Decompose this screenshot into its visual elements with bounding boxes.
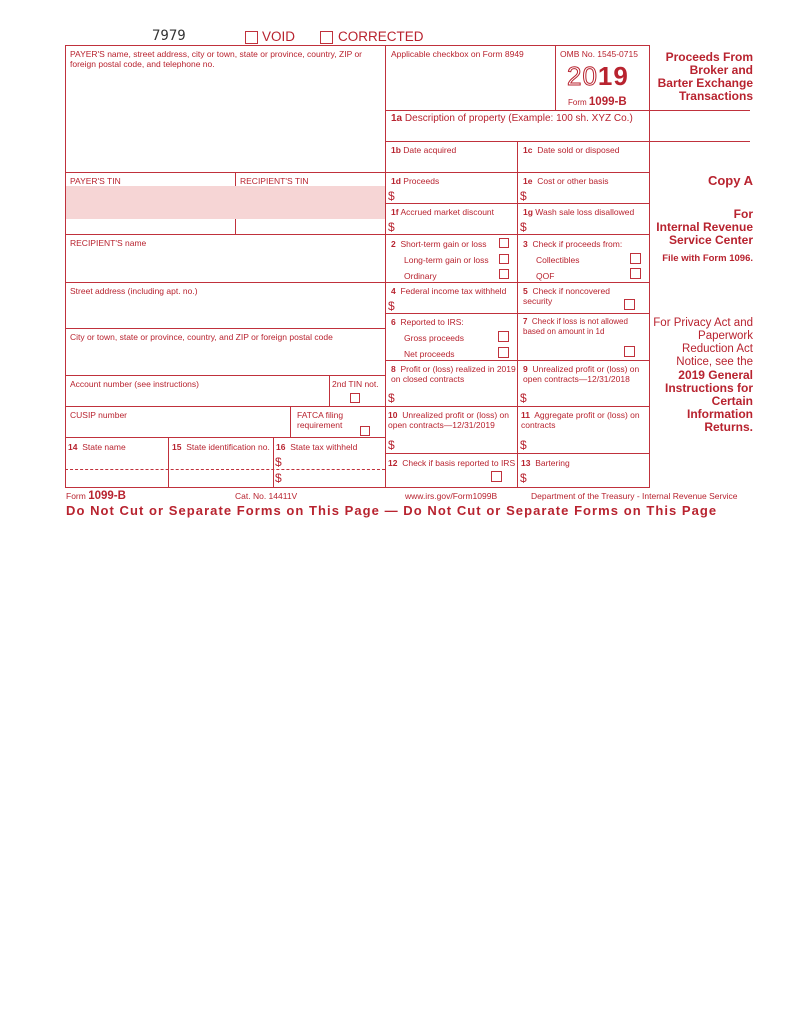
year-prefix: 20 <box>567 61 598 91</box>
box-3: 3 Check if proceeds from: <box>523 239 623 249</box>
irs-center: Internal Revenue Service Center <box>656 220 753 247</box>
footer-form-name: Form 1099-B <box>66 490 126 502</box>
box-7: 7 Check if loss is not allowed based on amount in 1d <box>523 317 628 336</box>
control-number: 7979 <box>152 28 186 44</box>
dollar-8: $ <box>388 391 395 405</box>
recipient-tin-field[interactable]: RECIPIENT'S TIN <box>240 176 309 186</box>
dollar-9: $ <box>520 391 527 405</box>
dollar-13: $ <box>520 471 527 485</box>
copy-label: Copy A <box>707 173 753 188</box>
box-8[interactable]: 8 Profit or (loss) realized in 2019 on closed contracts <box>391 364 516 384</box>
year-suffix: 19 <box>597 61 629 91</box>
box-5: 5 Check if noncovered security <box>523 286 610 306</box>
box-11[interactable]: 11 Aggregate profit or (loss) on contracts <box>521 410 640 430</box>
privacy-notice: For Privacy Act and Paperwork Reduction Act Notice, see the <box>653 317 753 368</box>
dept-treasury: Department of the Treasury - Internal Revenue Service <box>531 491 738 501</box>
payer-info-field[interactable]: PAYER'S name, street address, city or town, state or province, country, ZIP or foreign postal code, and telephone no. <box>70 49 363 69</box>
gross-proceeds-checkbox[interactable] <box>498 331 509 342</box>
cusip-field[interactable]: CUSIP number <box>70 410 128 420</box>
box-6-gross: Gross proceeds <box>404 333 464 343</box>
dollar-4: $ <box>388 299 395 313</box>
void-label: VOID <box>262 29 296 44</box>
long-term-checkbox[interactable] <box>499 254 509 264</box>
general-instructions: 2019 General Instructions for Certain Information Returns. <box>664 368 753 434</box>
file-with: File with Form 1096. <box>662 253 753 264</box>
city-field[interactable]: City or town, state or province, country, and ZIP or foreign postal code <box>70 332 333 342</box>
dollar-1f: $ <box>388 220 395 234</box>
qof-checkbox[interactable] <box>630 268 641 279</box>
short-term-checkbox[interactable] <box>499 238 509 248</box>
do-not-cut-banner: Do Not Cut or Separate Forms on This Page — Do Not Cut or Separate Forms on This Page <box>66 503 718 518</box>
noncovered-checkbox[interactable] <box>624 299 635 310</box>
box-2-ordinary: Ordinary <box>404 271 437 281</box>
box-6: 6 Reported to IRS: <box>391 317 464 327</box>
dollar-16b: $ <box>275 471 282 485</box>
box-2-long-term: Long-term gain or loss <box>404 255 489 265</box>
dollar-10: $ <box>388 438 395 452</box>
box-2-short-term: 2 Short-term gain or loss <box>391 239 487 249</box>
second-tin-checkbox[interactable] <box>350 393 360 403</box>
dollar-1d: $ <box>388 189 395 203</box>
omb-number: OMB No. 1545-0715 <box>560 49 638 59</box>
box-10[interactable]: 10 Unrealized profit or (loss) on open contracts—12/31/2019 <box>388 410 509 430</box>
box-1f[interactable]: 1f Accrued market discount <box>391 207 495 217</box>
dollar-11: $ <box>520 438 527 452</box>
form-8949-field[interactable]: Applicable checkbox on Form 8949 <box>391 49 524 59</box>
box-1e[interactable]: 1e Cost or other basis <box>523 176 609 186</box>
box-3-qof: QOF <box>536 271 555 281</box>
box-16-state-tax[interactable]: 16 State tax withheld <box>276 442 358 452</box>
box-4[interactable]: 4 Federal income tax withheld <box>391 286 507 296</box>
box-15-state-id[interactable]: 15 State identification no. <box>172 442 270 452</box>
cat-number: Cat. No. 14411V <box>235 491 298 501</box>
second-tin-label: 2nd TIN not. <box>332 379 379 389</box>
recipient-name-field[interactable]: RECIPIENT'S name <box>70 238 147 248</box>
street-address-field[interactable]: Street address (including apt. no.) <box>70 286 198 296</box>
box-1g[interactable]: 1g Wash sale loss disallowed <box>523 207 635 217</box>
box-1a[interactable]: 1a Description of property (Example: 100 sh. XYZ Co.) <box>391 113 633 124</box>
box-12: 12 Check if basis reported to IRS <box>388 458 516 468</box>
box-1b[interactable]: 1b Date acquired <box>391 145 457 155</box>
for-label: For <box>733 207 753 221</box>
box-9[interactable]: 9 Unrealized profit or (loss) on open contracts—12/31/2018 <box>523 364 640 384</box>
payer-tin-field[interactable]: PAYER'S TIN <box>70 176 121 186</box>
form-name-top: Form 1099-B <box>568 96 627 108</box>
dollar-1e: $ <box>520 189 527 203</box>
payer-tin-shade <box>66 186 385 219</box>
collectibles-checkbox[interactable] <box>630 253 641 264</box>
fatca-checkbox[interactable] <box>360 426 370 436</box>
corrected-checkbox[interactable] <box>320 31 333 44</box>
dollar-16a: $ <box>275 455 282 469</box>
box-3-collectibles: Collectibles <box>536 255 580 265</box>
box-1c[interactable]: 1c Date sold or disposed <box>523 145 620 155</box>
box-6-net: Net proceeds <box>404 349 455 359</box>
void-checkbox[interactable] <box>245 31 258 44</box>
ordinary-checkbox[interactable] <box>499 269 509 279</box>
dollar-1g: $ <box>520 220 527 234</box>
fatca-label: FATCA filing requirement <box>297 410 344 430</box>
account-number-field[interactable]: Account number (see instructions) <box>70 379 199 389</box>
box-13[interactable]: 13 Bartering <box>521 458 570 468</box>
box-1d[interactable]: 1d Proceeds <box>391 176 440 186</box>
form-title: Proceeds From Broker and Barter Exchange Transactions <box>657 50 753 103</box>
net-proceeds-checkbox[interactable] <box>498 347 509 358</box>
loss-not-allowed-checkbox[interactable] <box>624 346 635 357</box>
tax-year <box>567 62 629 90</box>
box-14-state-name[interactable]: 14 State name <box>68 442 126 452</box>
irs-url[interactable]: www.irs.gov/Form1099B <box>405 491 498 501</box>
basis-reported-checkbox[interactable] <box>491 471 502 482</box>
corrected-label: CORRECTED <box>338 29 424 44</box>
